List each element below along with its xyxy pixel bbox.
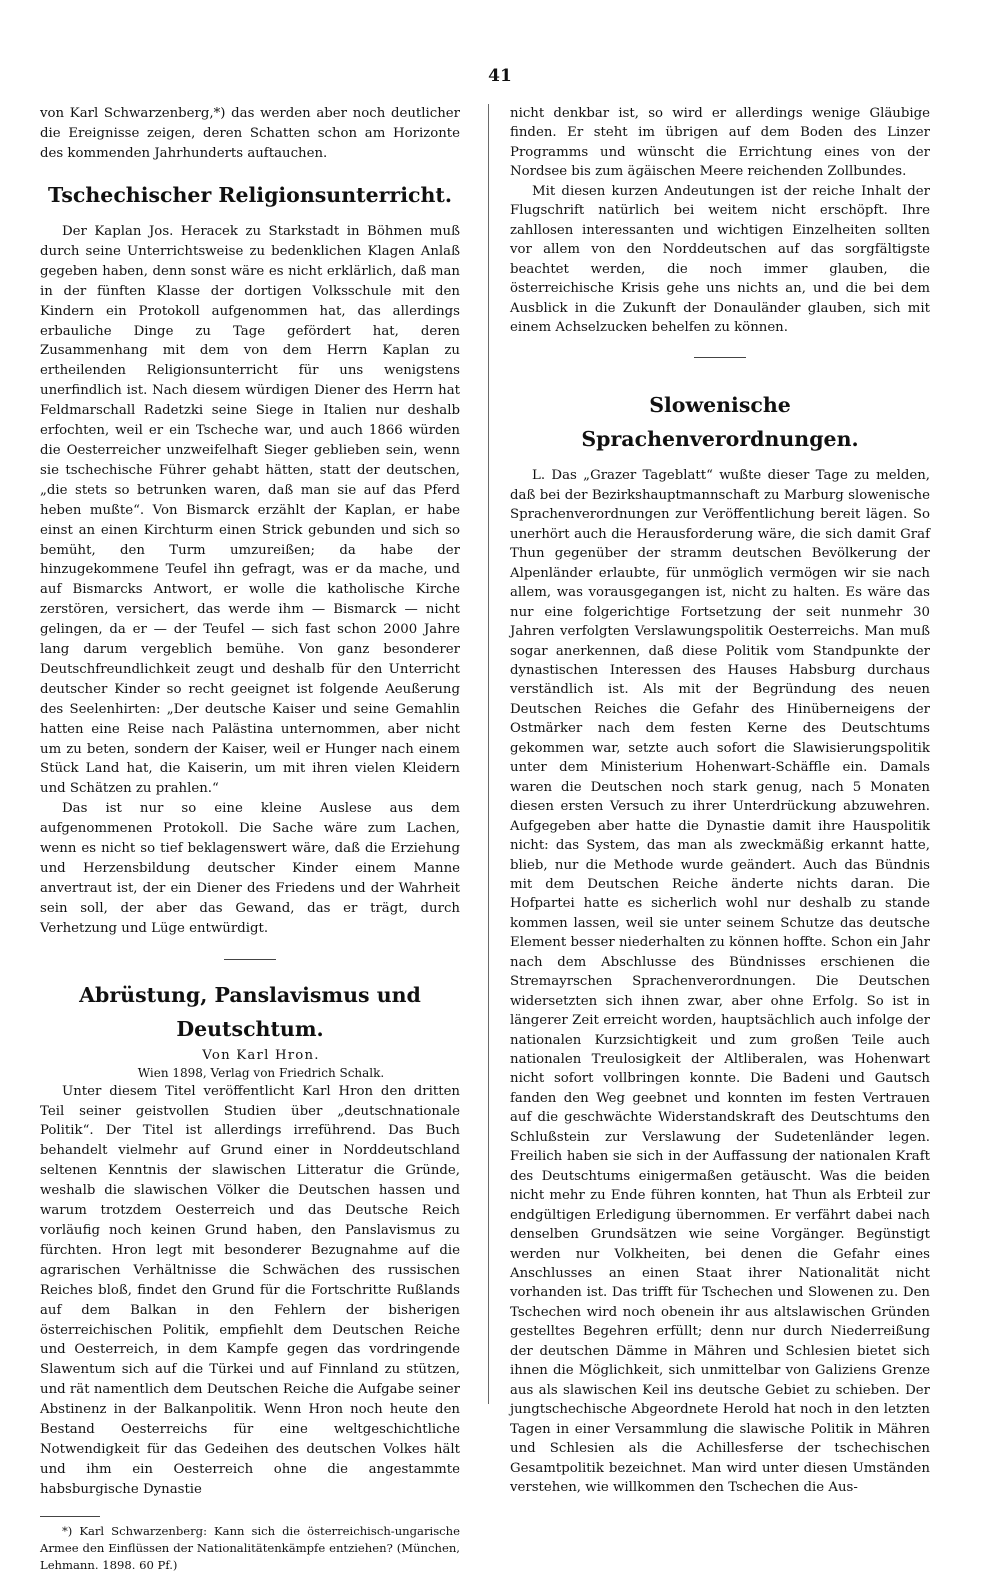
section-divider xyxy=(224,959,276,960)
article-paragraph: Der Kaplan Jos. Heracek zu Starkstadt in Böhmen muß durch seine Unterrichtsweise zu bedenklichen Klagen Anlaß gegeben haben, denn sonst wäre es nicht erklärlich, daß man in der fünften Klasse der dortigen Volksschule mit den Kindern ein Protokoll aufgenommen hat, das allerdings erbauliche Dinge zu Tage gefördert hat, deren Zusammenhang mit dem von dem Herrn Kaplan zu ertheilenden Religionsunterricht für uns wenigstens unerfindlich ist. Nach diesem würdigen Diener des Herrn hat Feldmarschall Radetzki seine Siege in Italien nur deshalb erfochten, weil er ein Tscheche war, und auch 1866 würden die Oesterreicher unzweifelhaft Sieger geblieben sein, wenn sie tschechische Führer gehabt hätten, statt der deutschen, „die stets so betrunken waren, daß man sie auf das Pferd heben mußte“. Von Bismarck erzählt der Kaplan, er habe einst an einen Kirchturm einen Strick gebunden und sich so bemüht, den Turm umzureißen; da habe der hinzugekommene Teufel ihn gefragt, was er da mache, und auf Bismarcks Antwort, er wolle die katholische Kirche zerstören, versichert, das werde ihm — Bismarck — nicht gelingen, da er — der Teufel — sich fast schon 2000 Jahre lang darum vergeblich bemühe. Von ganz besonderer Deutschfreundlichkeit zeugt und deshalb für den Unterricht deutscher Kinder so recht geeignet ist folgende Aeußerung des Seelenhirten: „Der deutsche Kaiser und seine Gemahlin hatten eine Reise nach Palästina unternommen, aber nicht um zu beten, sondern der Kaiser, weil er Hunger nach einem Stück Land hat, die Kaiserin, um mit ihren vielen Kleidern und Schätzen zu prahlen.“ xyxy=(40,224,460,797)
continuation-paragraph: Mit diesen kurzen Andeutungen ist der reiche Inhalt der Flugschrift natürlich bei weitem nicht erschöpft. Ihre zahllosen interessanten und wichtigen Einzelheiten sollten vor allem von den Norddeutschen auf das sorgfältigste beachtet werden, die noch immer glauben, die österreichische Krisis gehe uns nichts an, und die bei dem Ausblick in die Zukunft der Donauländer glauben, sich mit einem Achselzucken behelfen zu können. xyxy=(510,183,930,335)
intro-continuation: von Karl Schwarzenberg,*) das werden aber noch deutlicher die Ereignisse zeigen, deren Schatten schon am Horizonte des kommenden Jahrhunderts auftauchen. xyxy=(40,106,460,161)
publication-info: Wien 1898, Verlag von Friedrich Schalk. xyxy=(137,1065,385,1080)
left-column xyxy=(40,104,460,1572)
section-divider xyxy=(694,357,746,358)
article-byline: Von Karl Hron. xyxy=(202,1047,320,1063)
footnote-rule xyxy=(40,1516,100,1517)
section-title-abruestung: Abrüstung, Panslavismus und Deutschtum. xyxy=(79,982,421,1041)
continuation-paragraph: nicht denkbar ist, so wird er allerdings wenige Gläubige finden. Er steht im übrigen auf dem Boden des Linzer Programms und wünscht die Errichtung eines von der Nordsee bis zum ägäischen Meere reichenden Zollbundes. xyxy=(510,106,930,180)
right-column xyxy=(510,104,930,1495)
page-number: 41 xyxy=(488,66,512,86)
section-title-slowenische: Slowenische Sprachenverordnungen. xyxy=(581,393,859,452)
section-title-religionsunterricht: Tschechischer Religionsunterricht. xyxy=(47,183,453,207)
article-paragraph: Unter diesem Titel veröffentlicht Karl Hron den dritten Teil seiner geistvollen Studien über „deutschnationale Politik“. Der Titel ist allerdings irreführend. Das Buch behandelt vielmehr auf Grund einer in Norddeutschland seltenen Kenntnis der slawischen Litteratur die Gründe, weshalb die slawischen Völker die Deutschen hassen und warum trotzdem Oesterreich und das Deutsche Reich vorläufig noch keinen Grund haben, den Panslavismus zu fürchten. Hron legt mit besonderer Bezugnahme auf die agrarischen Verhältnisse die Schwächen des russischen Reiches bloß, findet den Grund für die Fortschritte Rußlands auf dem Balkan in den Fehlern der bisherigen österreichischen Politik, empfiehlt dem Deutschen Reiche und Oesterreich, in dem Kampfe gegen das vordringende Slawentum sich auf die Türkei und auf Finnland zu stützen, und rät namentlich dem Deutschen Reiche die Aufgabe seiner Abstinenz in der Balkanpolitik. Wenn Hron noch heute den Bestand Oesterreichs für eine weltgeschichtliche Notwendigkeit für das Gedeihen des deutschen Volkes hält und ihm ein Oesterreich ohne die angestammte habsburgische Dynastie xyxy=(40,1083,460,1497)
column-rule xyxy=(488,104,489,1404)
footnote: *) Karl Schwarzenberg: Kann sich die österreichisch-ungarische Armee den Einflüssen der Nationalitätenkämpfe entziehen? (München, Lehmann. 1898. 60 Pf.) xyxy=(40,1523,460,1572)
article-paragraph: L. Das „Grazer Tageblatt“ wußte dieser Tage zu melden, daß bei der Bezirkshauptmannschaft zu Marburg slowenische Sprachenverordnungen zur Veröffentlichung bereit lägen. So unerhört auch die Herausforderung wäre, die sich damit Graf Thun gegenüber der stramm deutschen Bevölkerung der Alpenländer erlaubte, für unmöglich vermögen wir sie nach allem, was vorausgegangen ist, nicht zu halten. Es wäre das nur eine folgerichtige Fortsetzung der seit nunmehr 30 Jahren verfolgten Verslawungspolitik Oesterreichs. Man muß sogar anerkennen, daß diese Politik vom Standpunkte der dynastischen Interessen des Hauses Habsburg durchaus verständlich ist. Als mit der Begründung des neuen Deutschen Reiches die Gefahr des Hinüberneigens der Ostmärker nach dem festen Kerne des Deutschtums gekommen war, setzte auch sofort die Slawisierungspolitik unter dem Ministerium Hohenwart-Schäffle ein. Damals waren die Deutschen noch stark genug, nach 5 Monaten diesen ersten Versuch zu ihrer Unterdrückung abzuwehren. Aufgegeben aber hatte die Dynastie damit ihre Hauspolitik nicht: das System, das man als zweckmäßig erkannt hatte, blieb, nur die Methode wurde geändert. Auch das Bündnis mit dem Deutschen Reiche änderte nichts daran. Die Hofpartei hatte es sicherlich wohl nur deshalb zu stande kommen lassen, weil sie unter seinem Schutze das deutsche Element besser niederhalten zu können hoffte. Schon ein Jahr nach dem Abschlusse des Bündnisses erschienen die Stremayrschen Sprachenverordnungen. Die Deutschen widersetzten sich ihnen zwar, aber ohne Erfolg. So ist in längerer Zeit erreicht worden, hauptsächlich auch infolge der nationalen Kurzsichtigkeit und zum großen Teile auch nationalen Treulosigkeit der Altliberalen, was Hohenwart nicht sofort vollbringen konnte. Die Badeni und Gautsch fanden den Weg geebnet und konnten im festen Vertrauen auf die geschwächte Widerstandskraft des Deutschtums den Schlußstein zur Verslawung der Sudetenländer legen. Freilich haben sie sich in der Auffassung der nationalen Kraft des Deutschtums einigermaßen getäuscht. Was die beiden nicht mehr zu Ende führen konnten, hat Thun als Erbteil zur endgültigen Erledigung übernommen. Er verfährt dabei nach denselben Grundsätzen wie seine Vorgänger. Begünstigt werden nur Volkheiten, bei denen die Gefahr eines Anschlusses an einen Staat ihrer Nationalität nicht vorhanden ist. Das trifft für Tschechen und Slowenen zu. Den Tschechen wird noch obenein ihr aus altslawischen Gründen gestelltes Begehren erfüllt; denn nur durch Niederreißung der deutschen Dämme in Mähren und Schlesien bietet sich ihnen die Möglichkeit, sich unmittelbar von Galiziens Grenze aus als slawischen Keil ins deutsche Gebiet zu schieben. Der jungtschechische Abgeordnete Herold hat noch in den letzten Tagen in einer Versammlung die slawische Politik in Mähren und Schlesien als die Achillesferse der tschechischen Gesamtpolitik bezeichnet. Man wird unter diesen Umständen verstehen, wie willkommen den Tschechen die Aus- xyxy=(510,468,930,1495)
article-paragraph: Das ist nur so eine kleine Auslese aus dem aufgenommenen Protokoll. Die Sache wäre zum Lachen, wenn es nicht so tief beklagenswert wäre, daß die Erziehung und Herzensbildung deutscher Kinder einem Manne anvertraut ist, der ein Diener des Friedens und der Wahrheit sein soll, der aber das Gewand, das er trägt, durch Verhetzung und Lüge entwürdigt. xyxy=(40,801,460,936)
